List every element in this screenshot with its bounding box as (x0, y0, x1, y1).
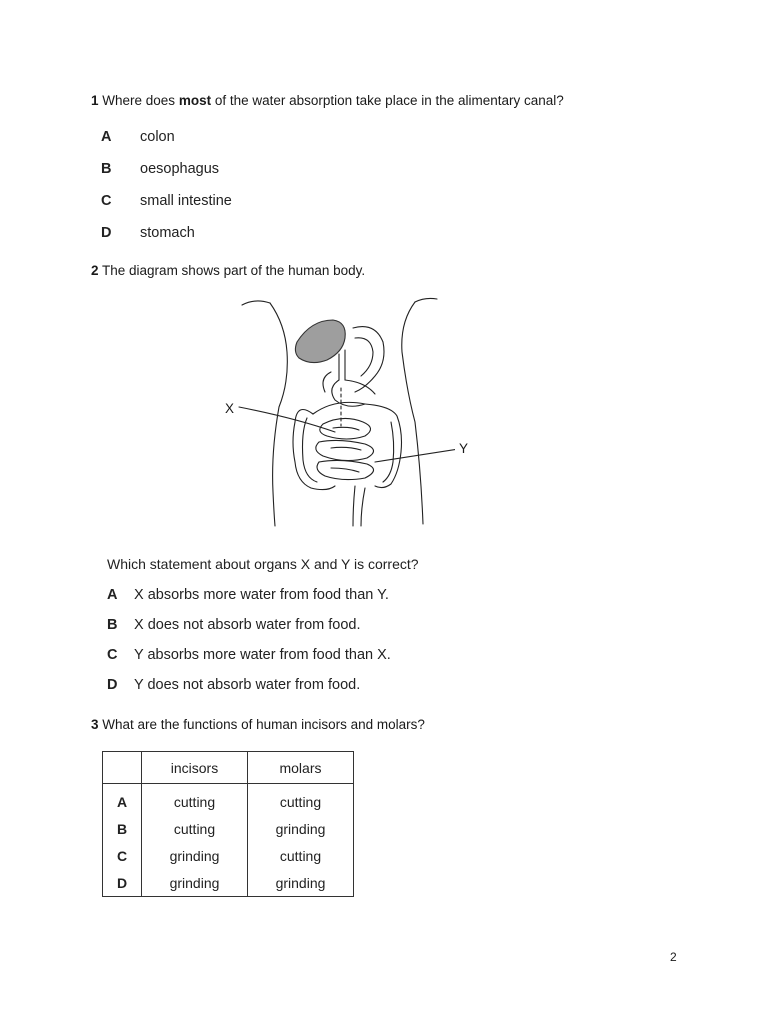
table-cell: grinding (142, 842, 248, 869)
answer-table (102, 751, 354, 897)
question-number: 2 (91, 263, 99, 278)
digestive-system-diagram (215, 292, 455, 532)
table-row[interactable] (103, 842, 354, 869)
table-cell: cutting (142, 815, 248, 842)
question-2-stem: Which statement about organs X and Y is correct? (107, 556, 419, 572)
question-3-text: 3 What are the functions of human incisors and molars? (91, 717, 425, 732)
row-letter: B (103, 815, 142, 842)
emphasis: most (178, 93, 212, 108)
table-cell: grinding (248, 815, 354, 842)
page-number: 2 (670, 950, 677, 964)
label-x: X (225, 401, 235, 416)
table-header-row (103, 752, 354, 784)
table-row[interactable] (103, 784, 354, 816)
table-header-cell: molars (248, 752, 354, 784)
table-header-cell (103, 752, 142, 784)
row-letter: C (103, 842, 142, 869)
question-2-text: 2 The diagram shows part of the human body. (91, 263, 366, 278)
table-cell: cutting (142, 784, 248, 816)
question-1-text: 1 Where does most of the water absorption take place in the alimentary canal? (91, 93, 564, 108)
table-cell: grinding (248, 869, 354, 897)
table-cell: cutting (248, 842, 354, 869)
table-row[interactable] (103, 869, 354, 897)
question-number: 1 (91, 93, 99, 108)
question-number: 3 (91, 717, 99, 732)
table-row[interactable] (103, 815, 354, 842)
table-cell: grinding (142, 869, 248, 897)
table-header-cell: incisors (142, 752, 248, 784)
table-cell: cutting (248, 784, 354, 816)
label-y: Y (459, 441, 469, 456)
row-letter: D (103, 869, 142, 897)
row-letter: A (103, 784, 142, 816)
